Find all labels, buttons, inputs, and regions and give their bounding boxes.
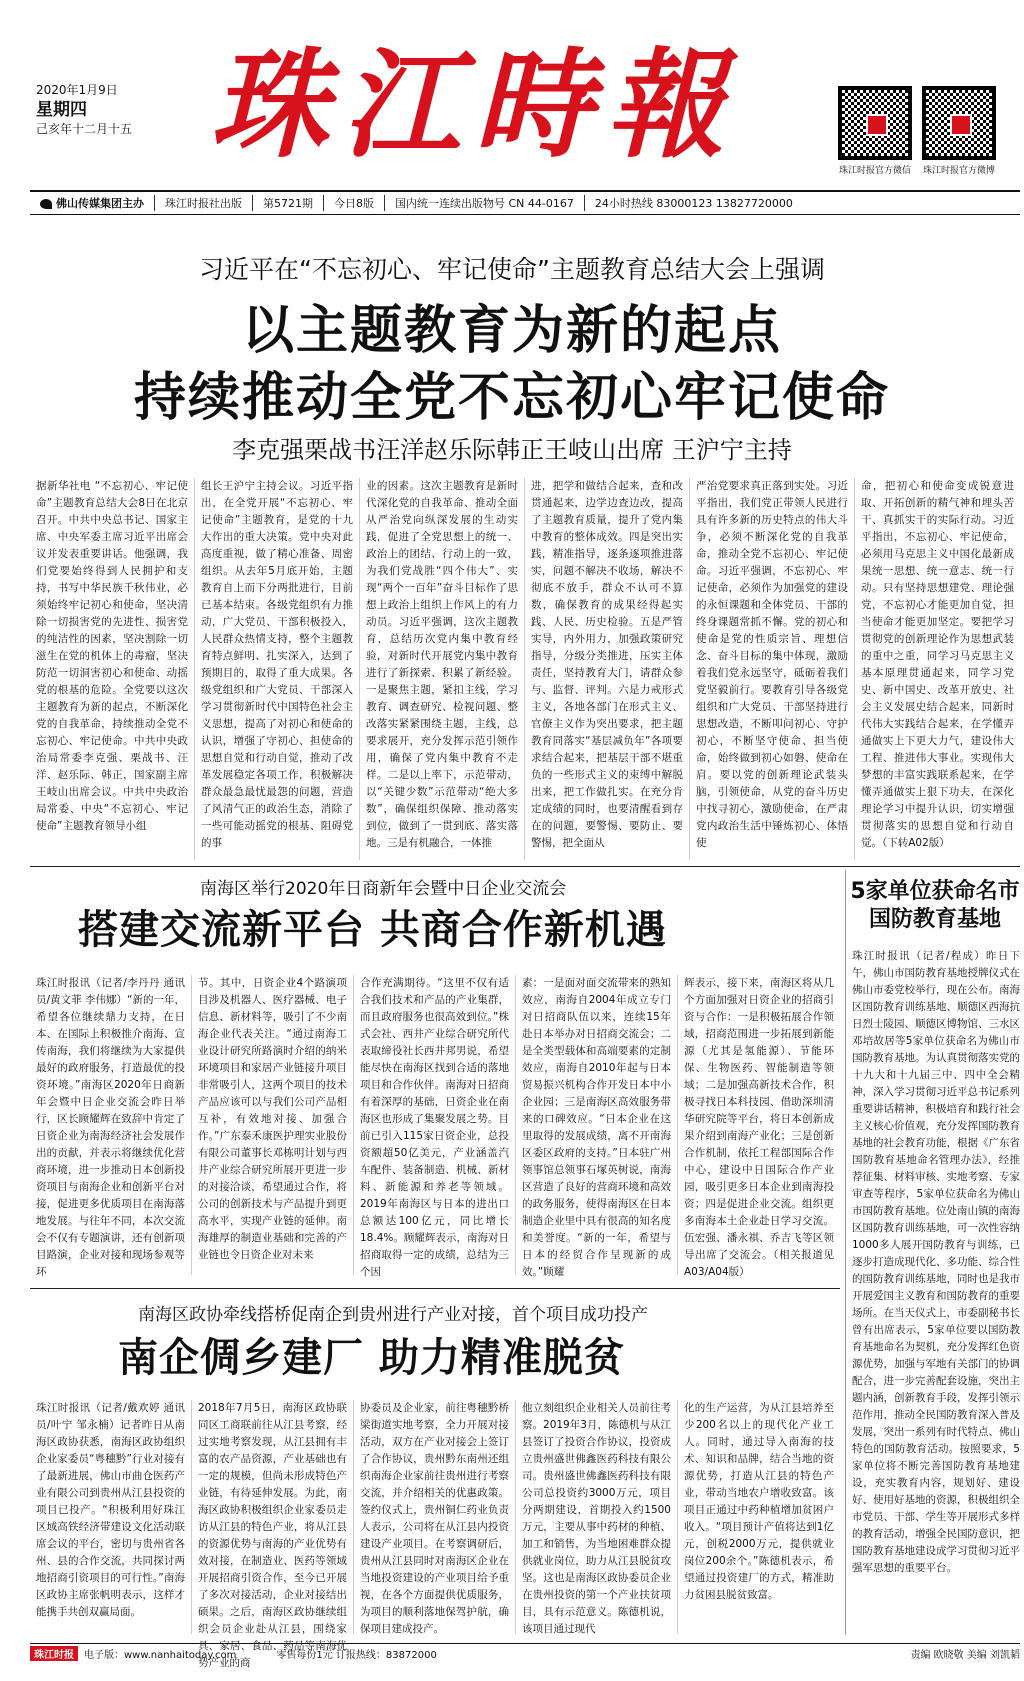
lead-column: 组长王沪宁主持会议。习近平指出，在全党开展“不忘初心、牢记使命”主题教育，是党的十九大作出的重大决策。党中央对此高度重视，做了精心准备、周密组织。从去年5月底开始，主题教育自上而下分两批进行，目前已基本结束。各级党组织有力推动，广大党员、干部积极投入，人民群众热情支持，整个主题教育特点鲜明、扎实深入，达到了预期目的，取得了重大成果。各级党组织和广大党员、干部深入学习贯彻新时代中国特色社会主义思想，提高了对初心和使命的认识，增强了守初心、担使命的思想自觉和行动自觉，推动了改革发展稳定各项工作，积极解决群众最急最忧最怨的问题，营造了风清气正的政治生态，消除了一些可能动摇党的根基、阻碍党的事 xyxy=(195,478,360,860)
section3-kicker: 南海区政协牵线搭桥促南企到贵州进行产业对接，首个项目成功投产 xyxy=(138,1305,648,1325)
weibo-qr-code[interactable] xyxy=(922,86,996,160)
section3-column: 2018年7月5日，南海区政协联同区工商联前往从江县考察，经过实地考察发现，从江县拥有丰富的农产品资源，产业基础也有一定的规模，但尚未形成特色产业链，有待延伸发展。为此，南海区政协积极组织企业家委员走访从江县的特色产业，将从江县的资源优势与南海的产业优势有效对接，在制造业、医药等领域开展招商引资合作，至今已开展了多次对接活动，企业对接结出硕果。之后，南海区政协继续组织会员企业赴从江县，围绕家具、家居、食品、药品等南海优势产业的商 xyxy=(192,1400,354,1634)
lead-column: 据新华社电 “不忘初心、牢记使命”主题教育总结大会8日在北京召开。中共中央总书记、国家主席、中央军委主席习近平出席会议并发表重要讲话。他强调，我们党要始终得到人民拥护和支持，书写中华民族千秋伟业，必须始终牢记初心和使命，坚决清除一切损害党的先进性、损害党的纯洁性的因素，坚决割除一切滋生在党的机体上的毒瘤，坚决防范一切洞害初心和使命、动摇党的根基的危险。全党要以这次主题教育为新的起点，不断深化党的自我革命，持续推动全党不忘初心、牢记使命。中共中央政治局常委李克强、栗战书、汪洋、赵乐际、韩正，国家副主席王岐山出席会议。中共中央政治局常委、中央“不忘初心、牢记使命”主题教育领导小组 xyxy=(30,478,195,860)
section2-column: 节。其中，日资企业4个路演项目涉及机器人、医疗器械、电子信息、新材料等，吸引了不少南海企业代表关注。“通过南海工业设计研究所路演时介绍的纳米环境项目和家居产业链接升项目非常吸引人，这两个项目的技术产品应该可以与我们公司产品相互补，有效地对接、加强合作。”广东泰禾康医护理实业股份有限公司董事长邓栋明计划与西井产业综合研究所展开更进一步的对接洽谈，希望通过合作，将公司的创新技术与产品提升到更高水平，实现产业链的延伸。南海雄厚的制造业基础和完善的产业链也令日资企业对未来 xyxy=(192,975,354,1275)
hotline: 24小时热线 83000123 13827720000 xyxy=(594,197,793,210)
weibo-qr-label: 珠江时报官方微博 xyxy=(922,166,995,176)
lead-column: 命，把初心和使命变成锐意进取、开拓创新的精气神和埋头苦干、真抓实干的实际行动。习近平指出，不忘初心、牢记使命，必须用马克思主义中国化最新成果统一思想、统一意志、统一行动。只有坚持思想建党、理论强党，不忘初心才能更加自觉，担当使命才能更加坚定。要把学习贯彻党的创新理论作为思想武装的重中之重，同学习马克思主义基本原理贯通起来，同学习党史、新中国史、改革开放史、社会主义发展史结合起来，同新时代伟大实践结合起来，在学懂弄通做实上下更大力气，建设伟大工程、推进伟大事业。实现伟大梦想的丰富实践联系起来，在学懂弄通做实上狠下功夫，在深化理论学习中提升认识，切实增强贯彻落实的思想自觉和行动自觉。（下转A02版） xyxy=(861,480,1014,849)
lead-column: 严治党要求真正落到实处。习近平指出，我们党正带领人民进行具有许多新的历史特点的伟大斗争，必须不断深化党的自我革命，推动全党不忘初心、牢记使命。习近平强调，不忘初心、牢记使命，必须作为加强党的建设的永恒课题和全体党员、干部的终身课题常抓不懈。党的初心和使命是党的性质宗旨、理想信念、奋斗目标的集中体现，激励着我们党永远坚守，砥砺着我们党坚毅前行。要教育引导各级党组织和广大党员、干部坚持进行思想改造，不断叩问初心、守护初心，不断坚守使命、担当使命，始终做到初心如磐、使命在肩。要以党的创新理论武装头脑，引领使命，从党的奋斗历史中找寻初心，激励使命，在严肃党内政治生活中锤炼初心、体悟使 xyxy=(690,478,855,860)
info-bar xyxy=(30,190,1020,215)
section2-column: 合作充满期待。“这里不仅有适合我们技术和产品的产业集群，而且政府服务也很高效到位。”株式会社、西井产业综合研究所代表取缔役社长西井邦男说，希望能尽快在南海区找到合适的落地项目和合作伙伴。南海对日招商有着深厚的基础，日资企业在南海区也形成了集聚发展之势。目前已引入115家日资企业，总投资额超50亿美元，产业涵盖汽车配件、装备制造、机械、新材料、新能源和养老等领域。2019年南海区与日本的进出口总额达100亿元，同比增长18.4%。顾耀辉表示，南海对日招商取得一定的成绩，总结为三个因 xyxy=(354,975,516,1275)
group-logo-icon xyxy=(40,199,52,209)
issue-date: 2020年1月9日 xyxy=(36,83,118,97)
date-block xyxy=(36,82,132,138)
section-divider xyxy=(30,866,1020,867)
section2-column: 素：一是面对面交流带来的熟知效应，南海自2004年成立专门对日招商队伍以来，连续15年赴日本举办对日招商交流会；二是全类型载体和高端要素的定制效应，南海自2010年起与日本贸易振兴机构合作开发日本中小企业园；三是南海区高效服务带来的口碑效应。“日本企业在这里取得的发展成绩，离不开南海区委区政府的支持。”日本驻广州领事馆总领事石塚英树说，南海区营造了良好的营商环境和高效的政务服务，使得南海区在日本制造企业里中具有很高的知名度和美誉度。“新的一年，希望与日本的经贸合作呈现新的成效。”顾耀 xyxy=(516,975,678,1275)
section3-column: 珠江时报讯（记者/戴欢婷 通讯员/叶宁 邹永楠）记者昨日从南海区政协获悉，南海区政协组织企业家委员“粤穗黔”行业对接有了最新进展，佛山市曲仓医药产业有限公司到贵州从江县投资的项目已投产。“积极利用好珠江区域高铁经济带建设文化活动联席会议的平台，密切与贵州省各州、县的合作交流，共同探讨两地招商引资项目的可行性。”南海区政协主席张帆明表示，这样才能携手共创双赢局面。 xyxy=(30,1400,192,1634)
cn-number: 国内统一连续出版物号 CN 44-0167 xyxy=(385,195,585,211)
section-divider xyxy=(30,1288,840,1289)
newspaper-logo: 珠江時報 xyxy=(210,35,739,174)
section2-column: 辉表示，接下来，南海区将从几个方面加强对日资企业的招商引资与合作：一是积极拓展合作领域，招商范围进一步拓展到新能源（尤其是氢能源）、节能环保、生物医药、智能制造等领域；二是加强高新技术合作，积极寻找日本科技园、借助深圳清华研究院等平台，将日本创新成果介绍到南海产业化；三是创新合作机制，依托工程部国际合作中心，建设中日国际合作产业园，吸引更多日本企业到南海投资；四是促进企业交流。组织更多南海本土企业赴日学习交流。伍宏强、潘永祺、乔吉飞等区领导出席了交流会。（相关报道见A03/A04版） xyxy=(684,977,834,1278)
sponsor: 佛山传媒集团主办 xyxy=(30,195,155,211)
issue-weekday: 星期四 xyxy=(36,100,87,120)
lead-column: 业的因素。这次主题教育是新时代深化党的自我革命、推动全面从严治党向纵深发展的生动实践，促进了全党思想上的统一、政治上的团结、行动上的一致，为我们党战胜“四个伟大”、实现“两个一百年”奋斗目标作了思想上政治上组织上作风上的有力动员。习近平强调，这次主题教育，总结历次党内集中教育经验，对新时代开展党内集中教育进行了新探索、积累了新经验。一是聚焦主题，紧扣主线，学习教育、调查研究、检视问题、整改落实紧紧围绕主题，主线，总要求展开，充分发挥示范引领作用，确保了党内集中教育不走样。二是以上率下，示范带动，以“关键少数”示范带动“绝大多数”，确保组织保障、推动落实到位，做到了一贯到底、落实落地。三是有机融合，一体推 xyxy=(360,478,525,860)
lead-headline-1: 以主题教育为新的起点 xyxy=(241,301,782,361)
page-count: 今日8版 xyxy=(324,195,385,211)
wechat-qr-code[interactable] xyxy=(838,86,912,160)
section2-kicker: 南海区举行2020年日商新年会暨中日企业交流会 xyxy=(200,879,567,899)
footer-logo: 珠江时报 xyxy=(30,1646,78,1661)
footer-price: 零售每份1元 订报热线：83872000 xyxy=(276,1649,437,1661)
sidebar-title: 5家单位获命名市国防教育基地 xyxy=(850,879,1020,932)
lead-kicker: 习近平在“不忘初心、牢记使命”主题教育总结大会上强调 xyxy=(199,255,825,284)
publisher: 珠江时报社出版 xyxy=(155,195,253,211)
footer-website[interactable]: 电子版：www.nanhaitoday.com xyxy=(84,1649,237,1661)
section3-headline: 南企倜乡建厂 助力精准脱贫 xyxy=(118,1335,625,1381)
section3-column: 化的生产运营，为从江县培养至少200名以上的现代化产业工人。同时，通过导入南海的技术、知识和品牌，结合当地的资源优势，打造从江县的特色产业，带动当地农户增收致富。该项目正通过中药种植增加贫困户收入。“项目预计产值将达到1亿元，创税2000万元，提供就业岗位200余个。”陈德机表示，希望通过投资建厂的方式，精准助力贫困县脱贫致富。 xyxy=(684,1402,834,1601)
footer-editors: 责编 欧晓敬 美编 刘凯韬 xyxy=(910,1649,1020,1661)
section3-column: 他立刻组织企业相关人员前往考察。2019年3月，陈德机与从江县签订了投资合作协议，投资成立贵州盛世佛鑫医药科技有限公司。贵州盛世佛鑫医药科技有限公司总投资约3000万元，项目分两期建设，首期投入约1500万元，主要从事中药材的种植、加工和销售，为当地困难群众提供就业岗位，助力从江县脱贫攻坚。这也是南海区政协委员企业在贵州投资的第一个产业扶贫项目，具有示范意义。陈德机说，该项目通过现代 xyxy=(516,1400,678,1634)
lead-body xyxy=(30,478,1020,860)
lunar-date: 己亥年十二月十五 xyxy=(36,122,133,136)
section2-column: 珠江时报讯（记者/李丹丹 通讯员/黄文菲 李伟娜）“新的一年，希望各位继续鼎力支持，在日本、在国际上积极推介南海、宣传南海，我们将继续为大家提供最好的政府服务，打造最优的投资环境。”南海区2020年日商新年会暨中日企业交流会昨日举行，区长顾耀辉在致辞中肯定了日资企业为南海经济社会发展作出的贡献，并表示将继续优化营商环境，进一步推动日本创新投资项目与南海企业和创新平台对接，促进更多优质项目在南海落地发展。与往年不同，本次交流会不仅有专题演讲，还有创新项目路演，企业对接和现场参观等环 xyxy=(30,975,192,1275)
section2-body xyxy=(30,975,840,1278)
wechat-qr-label: 珠江时报官方微信 xyxy=(838,166,911,176)
lead-subhead: 李克强栗战书汪洋赵乐际韩正王岐山出席 王沪宁主持 xyxy=(232,436,792,464)
section3-column: 协委员及企业家，前往粤穗黔桥梁街道实地考察，全力开展对接活动，双方在产业对接会上签订了合作协议，贵州黔东南州还组织南海企业家前往贵州进行考察交流，并介绍相关的优惠政策。签约仪式上，贵州铜仁药业负责人表示，公司将在从江县内投资建设产业项目。在考察调研后，贵州从江县同时对南海区企业在当地投资建设的产业项目给予重视，在各个方面提供优质服务，为项目的顺利落地保驾护航，确保项目建成投产。 xyxy=(354,1400,516,1634)
lead-headline-2: 持续推动全党不忘初心牢记使命 xyxy=(133,368,890,428)
section2-headline: 搭建交流新平台 共商合作新机遇 xyxy=(78,907,667,953)
sidebar-text: 珠江时报讯（记者/程成）昨日下午，佛山市国防教育基地授牌仪式在佛山市委党校举行，现在公布。南海区国防教育训练基地、顺德区西海抗日烈士陵园、顺德区博物馆、三水区邓培故居等5家单位获命名为佛山市国防教育基地。为认真贯彻落实党的十九大和十九届三中、四中全会精神，深入学习贯彻习近平总书记系列重要讲话精神，积极培育和践行社会主义核心价值观，充分发挥国防教育基地的社会教育功能，根据《广东省国防教育基地命名管理办法》，经推荐征集、材料审核、实地考察、专家审查等程序，5家单位获命名为佛山市国防教育基地。位处南山镇的南海区国防教育训练基地，可一次性容纳1000多人展开国防教育与训练，已逐步打造成现代化、多功能、综合性的国防教育训练基地，同时也是我市开展爱国主义教育和国防教育的重要场所。在当天仪式上，市委副秘书长曾有出席表示，5家单位要以国防教育基地命名为契机，充分发挥红色资源优势，加强与军地有关部门的协调配合，进一步完善配套设施，突出主题内涵，创新教育手段，发挥引领示范作用，推动全民国防教育深入普及发展，突出一系列有时代特点、佛山特色的国防教育活动。按照要求，5家单位将不断完善国防教育基地建设，充实教育内容，规划好、建设好、使用好基地的资源，积极组织全市党员、干部、学生等开展形式多样的教育活动，增强全民国防意识，把国防教育基地建设成学习贯彻习近平强军思想的重要平台。 xyxy=(852,950,1020,1574)
footer xyxy=(30,1643,1020,1662)
masthead xyxy=(0,0,1024,195)
sidebar-divider xyxy=(845,870,846,1635)
lead-column: 进，把学和做结合起来，查和改贯通起来，边学边查边改，提高了主题教育质量，提升了党内集中教育的整体成效。四是突出实践，精准指导，逐条逐项推进落实，问题不解决不收场，解决不彻底不放手，群众不认可不算数，确保教育的成果经得起实践、人民、历史检验。五是严管实导，内外用力，加强政策研究指导，分级分类推进，压实主体责任，坚持教育大门，请群众参与、监督、评判。六是力戒形式主义，各地各部门在形式主义、官僚主义作为突出要求，把主题教育同落实“基层减负年”各项要求结合起来，把基层干部不堪重负的一些形式主义的束缚中解脱出来，把工作做扎实。在充分肯定成绩的同时，也要清醒看到存在的问题，要警惕、要防止、要警惕，把全面从 xyxy=(525,478,690,860)
issue-number: 第5721期 xyxy=(253,195,324,211)
